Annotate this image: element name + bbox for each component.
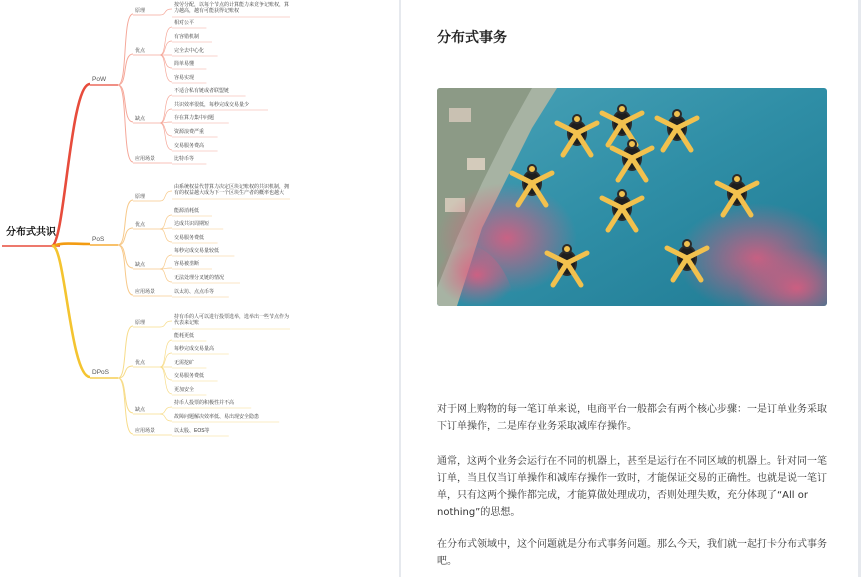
mindmap-item-text: 共识效率很低，每秒完成交易量少: [174, 102, 250, 108]
mindmap-item-text: 能耗更低: [174, 333, 195, 339]
mindmap-connector: [160, 41, 172, 55]
mindmap-item-text: 每秒完成交易量较低: [174, 248, 220, 254]
mindmap-item-text: 无法处理分叉链的情况: [174, 275, 225, 281]
mindmap-item-text: 每秒完成交易量高: [174, 346, 215, 352]
mindmap-group-label: 优点: [135, 48, 146, 54]
mindmap-connector: [118, 85, 133, 122]
mindmap-item-text: 按劳分配，以每个节点的计算能力来竞争记账权，算力越高，越有可能获得记账权: [174, 2, 290, 14]
mindmap-branch-pos: PoS: [92, 236, 105, 243]
mindmap-item-text: 能源消耗低: [174, 208, 200, 214]
mindmap-connector: [160, 55, 172, 82]
mindmap-connector: [160, 109, 172, 123]
mindmap-item-text: 持有币的人可以进行投票选举，选举出一些节点作为代表来记账: [174, 314, 290, 326]
mindmap-item-text: 故障问题解决效率低、易出现安全隐患: [174, 414, 260, 420]
mindmap-item-text: 以太坊、点点币等: [174, 289, 215, 295]
mindmap-connector: [160, 9, 172, 15]
mindmap-connector: [118, 228, 133, 245]
mindmap-group-label: 应用场景: [135, 156, 156, 162]
mindmap-connector: [52, 84, 90, 246]
mindmap-item-text: 容易实现: [174, 75, 195, 81]
mindmap-connector: [160, 367, 172, 380]
mindmap-group-label: 缺点: [135, 116, 146, 122]
mindmap-item-text: 由系统权益代替算力决定区块记账权的共识机制，拥有的权益越大成为下一个区块生产者的概率也越大: [174, 184, 290, 196]
mindmap-connector: [160, 55, 172, 68]
mindmap-branch-dpos: DPoS: [92, 369, 109, 376]
mindmap-group-label: 原理: [135, 320, 146, 326]
mindmap-item-text: 交易服务费低: [174, 235, 205, 241]
mindmap-group-label: 缺点: [135, 262, 146, 268]
article: [401, 0, 858, 577]
mindmap-connector: [118, 245, 133, 295]
mindmap-item-text: 有容错机制: [174, 34, 200, 40]
pane-gap: [368, 0, 398, 577]
mindmap-image: [0, 0, 368, 453]
mindmap-connector: [160, 407, 172, 414]
mindmap-item-text: 资源浪费严重: [174, 129, 205, 135]
mindmap-root: 分布式共识: [6, 227, 56, 238]
mindmap-group-label: 应用场景: [135, 428, 156, 434]
article-title: 分布式事务: [437, 30, 507, 46]
article-paragraph-3: 在分布式领域中，这个问题就是分布式事务问题。那么今天，我们就一起打卡分布式事务吧。: [437, 539, 827, 567]
mindmap-group-label: 优点: [135, 360, 146, 366]
left-pane: [0, 0, 368, 577]
mindmap-group-label: 缺点: [135, 407, 146, 413]
mindmap-connector: [160, 229, 172, 242]
mindmap-item-text: 交易服务费高: [174, 143, 205, 149]
mindmap-connector: [160, 321, 172, 327]
mindmap-item-text: 更加安全: [174, 387, 195, 393]
mindmap-connector: [118, 14, 133, 85]
mindmap-connector: [118, 245, 133, 268]
mindmap-item-text: 存在算力集中问题: [174, 115, 215, 121]
mindmap-item-text: 简单易懂: [174, 61, 195, 67]
mindmap-item-text: 交易服务费低: [174, 373, 205, 379]
mindmap-group-label: 原理: [135, 8, 146, 14]
article-paragraph-2: 通常，这两个业务会运行在不同的机器上，甚至是运行在不同区域的机器上。针对同一笔订单，当且仅当订单操作和减库存操作一致时，才能保证交易的正确性。也就是说一笔订单，只有这两个操作都完成，才能算做处理成功，否则处理失败，充分体现了“All or nothing”的思想。: [437, 456, 827, 518]
mindmap-item-text: 完全去中心化: [174, 48, 205, 54]
mindmap-connector: [52, 244, 90, 247]
mindmap-connector: [160, 367, 172, 394]
mindmap-group-label: 应用场景: [135, 289, 156, 295]
mindmap-branch-pow: PoW: [92, 76, 107, 83]
mindmap-connector: [160, 215, 172, 229]
skydivers-photo: [437, 88, 827, 306]
mindmap-item-text: 相对公平: [174, 20, 195, 26]
mindmap-item-text: 不适合私有链或者联盟链: [174, 88, 230, 94]
mindmap-connector: [160, 191, 172, 201]
mindmap-connector: [160, 414, 172, 421]
mindmap-item-text: 以太股、EOS等: [174, 428, 210, 434]
mindmap-connector: [160, 353, 172, 367]
mindmap-connector: [118, 200, 133, 245]
mindmap-connector: [118, 378, 133, 434]
mindmap-connector: [52, 246, 90, 377]
mindmap-item-text: 持币人投票的积极性并不高: [174, 400, 235, 406]
mindmap-group-label: 优点: [135, 222, 146, 228]
mindmap-connector: [160, 255, 172, 269]
article-paragraph-1: 对于网上购物的每一笔订单来说，电商平台一般都会有两个核心步骤：一是订单业务采取下订单操作，二是库存业务采取减库存操作。: [437, 404, 827, 432]
mindmap-item-text: 达成共识周期短: [174, 221, 210, 227]
mindmap-connector: [118, 54, 133, 85]
mindmap-connector: [160, 269, 172, 282]
mindmap-item-text: 容易被垄断: [174, 261, 200, 267]
mindmap-connector: [118, 85, 133, 162]
mindmap-item-text: 比特币等: [174, 156, 195, 162]
mindmap-item-text: 无需挖矿: [174, 360, 195, 366]
mindmap-group-label: 原理: [135, 194, 146, 200]
mindmap-connector: [160, 123, 172, 150]
mindmap-connector: [160, 123, 172, 136]
